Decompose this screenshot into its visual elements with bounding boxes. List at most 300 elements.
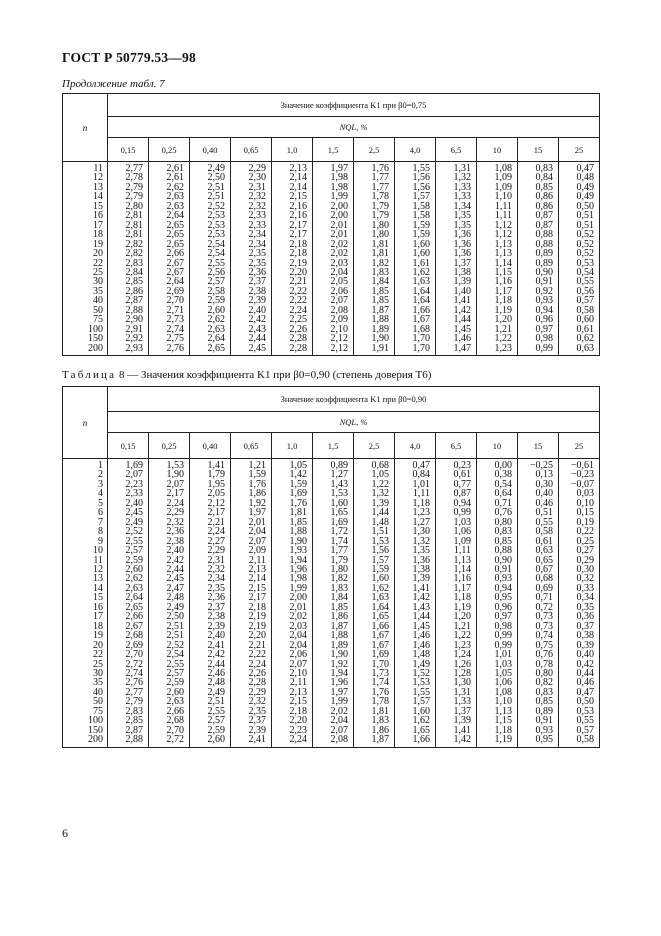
k1-value-cell: 1,90	[272, 537, 313, 546]
n-cell: 14	[63, 192, 108, 201]
k1-value-cell: 0,93	[518, 726, 559, 735]
k1-value-cell: 2,14	[272, 173, 313, 182]
k1-value-cell: 1,86	[231, 489, 272, 498]
table7-nql-values-row	[63, 138, 600, 162]
k1-value-cell: 2,28	[231, 678, 272, 687]
k1-value-cell: 1,43	[313, 480, 354, 489]
k1-value-cell: 0,74	[518, 631, 559, 640]
k1-value-cell: 1,11	[477, 202, 518, 211]
k1-value-cell: 1,08	[477, 162, 518, 174]
k1-value-cell: 1,80	[354, 221, 395, 230]
k1-value-cell: 2,68	[108, 631, 149, 640]
k1-value-cell: 0,98	[518, 334, 559, 343]
k1-value-cell: 1,60	[395, 249, 436, 258]
k1-value-cell: 2,66	[149, 249, 190, 258]
n-cell: 30	[63, 277, 108, 286]
table-row	[63, 735, 600, 747]
nql-column-header: 0,15	[108, 433, 149, 459]
table7-continuation-caption: Продолжение табл. 7	[62, 78, 165, 90]
k1-value-cell: 0,96	[518, 315, 559, 324]
k1-value-cell: 1,38	[436, 268, 477, 277]
k1-value-cell: 0,46	[518, 499, 559, 508]
k1-value-cell: 0,95	[477, 593, 518, 602]
k1-value-cell: 2,44	[190, 660, 231, 669]
k1-value-cell: 2,01	[272, 603, 313, 612]
k1-value-cell: 2,21	[272, 277, 313, 286]
k1-value-cell: 2,19	[231, 612, 272, 621]
table8-coefficient-title: Значение коэффициента K1 при β0=0,90	[108, 387, 600, 412]
k1-value-cell: 0,47	[559, 688, 600, 697]
k1-value-cell: 0,57	[559, 726, 600, 735]
k1-value-cell: 0,85	[518, 183, 559, 192]
k1-value-cell: 2,81	[108, 211, 149, 220]
k1-value-cell: 0,62	[559, 334, 600, 343]
k1-value-cell: 1,44	[436, 315, 477, 324]
k1-value-cell: 2,63	[149, 202, 190, 211]
k1-value-cell: 2,11	[231, 556, 272, 565]
k1-value-cell: 0,91	[518, 716, 559, 725]
k1-value-cell: 1,91	[354, 344, 395, 356]
k1-value-cell: 1,60	[354, 574, 395, 583]
k1-value-cell: 2,17	[272, 221, 313, 230]
k1-value-cell: 0,55	[559, 277, 600, 286]
k1-value-cell: −0,23	[559, 470, 600, 479]
k1-value-cell: 1,85	[354, 287, 395, 296]
k1-value-cell: 0,87	[518, 211, 559, 220]
k1-value-cell: 2,39	[231, 296, 272, 305]
k1-value-cell: 2,19	[231, 622, 272, 631]
k1-value-cell: 2,72	[149, 735, 190, 747]
k1-value-cell: 1,46	[395, 631, 436, 640]
k1-value-cell: 1,05	[477, 669, 518, 678]
k1-value-cell: 2,36	[149, 527, 190, 536]
n-cell: 18	[63, 230, 108, 239]
n-cell: 30	[63, 669, 108, 678]
k1-value-cell: 2,54	[190, 249, 231, 258]
k1-value-cell: 2,70	[149, 296, 190, 305]
k1-value-cell: 1,97	[313, 162, 354, 174]
k1-value-cell: 1,69	[313, 518, 354, 527]
k1-value-cell: 2,51	[190, 192, 231, 201]
k1-value-cell: 2,39	[231, 726, 272, 735]
k1-value-cell: 1,33	[436, 183, 477, 192]
k1-value-cell: 2,82	[108, 240, 149, 249]
n-cell: 35	[63, 678, 108, 687]
k1-value-cell: 2,35	[231, 707, 272, 716]
k1-value-cell: 1,18	[395, 499, 436, 508]
k1-value-cell: 0,68	[354, 459, 395, 471]
k1-value-cell: 0,52	[559, 249, 600, 258]
k1-value-cell: 2,35	[190, 584, 231, 593]
k1-value-cell: 2,64	[149, 277, 190, 286]
n-cell: 19	[63, 631, 108, 640]
k1-value-cell: 1,60	[395, 707, 436, 716]
k1-value-cell: 2,02	[313, 707, 354, 716]
k1-value-cell: 2,75	[149, 334, 190, 343]
k1-value-cell: 2,45	[231, 344, 272, 356]
k1-value-cell: 0,13	[518, 470, 559, 479]
document-code: ГОСТ Р 50779.53—98	[62, 50, 196, 65]
k1-value-cell: 2,61	[149, 162, 190, 174]
k1-value-cell: 2,01	[313, 230, 354, 239]
k1-value-cell: 1,19	[477, 306, 518, 315]
k1-value-cell: 1,06	[477, 678, 518, 687]
k1-value-cell: 2,17	[190, 508, 231, 517]
k1-value-cell: 0,27	[559, 546, 600, 555]
k1-value-cell: 2,51	[149, 631, 190, 640]
k1-value-cell: 1,46	[395, 641, 436, 650]
k1-value-cell: 2,58	[190, 287, 231, 296]
k1-value-cell: 1,39	[354, 499, 395, 508]
k1-value-cell: 1,38	[395, 565, 436, 574]
k1-value-cell: 2,86	[108, 287, 149, 296]
k1-value-cell: 2,36	[231, 268, 272, 277]
k1-value-cell: 1,61	[395, 259, 436, 268]
k1-value-cell: 1,35	[395, 546, 436, 555]
k1-value-cell: 0,61	[518, 537, 559, 546]
k1-value-cell: 1,76	[231, 480, 272, 489]
k1-value-cell: 2,51	[190, 697, 231, 706]
k1-value-cell: 0,71	[518, 593, 559, 602]
k1-value-cell: 2,43	[231, 325, 272, 334]
k1-value-cell: 2,82	[108, 249, 149, 258]
k1-value-cell: 2,07	[313, 726, 354, 735]
k1-value-cell: 2,29	[190, 546, 231, 555]
k1-value-cell: 1,88	[272, 527, 313, 536]
k1-value-cell: 1,26	[436, 660, 477, 669]
k1-value-cell: 1,99	[313, 697, 354, 706]
nql-column-header: 2,5	[354, 138, 395, 162]
k1-value-cell: 0,88	[518, 230, 559, 239]
k1-value-cell: 1,81	[272, 508, 313, 517]
k1-value-cell: 1,77	[354, 183, 395, 192]
k1-value-cell: 0,51	[518, 508, 559, 517]
k1-value-cell: 0,99	[436, 508, 477, 517]
k1-value-cell: 0,93	[518, 296, 559, 305]
k1-value-cell: 2,76	[149, 344, 190, 356]
n-cell: 50	[63, 306, 108, 315]
n-cell: 150	[63, 726, 108, 735]
k1-value-cell: 2,12	[313, 334, 354, 343]
k1-value-cell: 1,86	[354, 726, 395, 735]
k1-value-cell: 1,65	[354, 612, 395, 621]
k1-value-cell: 1,53	[149, 459, 190, 471]
k1-value-cell: 1,19	[436, 603, 477, 612]
k1-value-cell: 0,91	[518, 277, 559, 286]
k1-value-cell: 1,46	[436, 334, 477, 343]
nql-column-header: 2,5	[354, 433, 395, 459]
k1-value-cell: 0,58	[559, 306, 600, 315]
k1-value-cell: 1,57	[354, 556, 395, 565]
k1-value-cell: 0,40	[559, 650, 600, 659]
k1-value-cell: 2,10	[313, 325, 354, 334]
k1-value-cell: 2,00	[272, 593, 313, 602]
k1-value-cell: 2,06	[313, 287, 354, 296]
k1-value-cell: 1,69	[354, 650, 395, 659]
nql-column-header: 0,65	[231, 138, 272, 162]
k1-value-cell: 2,04	[313, 268, 354, 277]
n-cell: 200	[63, 344, 108, 356]
k1-value-cell: 1,96	[272, 565, 313, 574]
k1-value-cell: 1,05	[272, 459, 313, 471]
nql-column-header: 1,0	[272, 433, 313, 459]
k1-value-cell: 2,30	[231, 173, 272, 182]
k1-value-cell: 0,92	[518, 287, 559, 296]
k1-value-cell: 1,94	[272, 556, 313, 565]
k1-value-cell: 0,72	[518, 603, 559, 612]
k1-value-cell: 1,93	[272, 546, 313, 555]
k1-value-cell: 1,68	[395, 325, 436, 334]
k1-value-cell: 0,64	[477, 489, 518, 498]
k1-value-cell: 1,33	[436, 192, 477, 201]
k1-value-cell: 2,22	[272, 287, 313, 296]
k1-value-cell: 2,80	[108, 202, 149, 211]
k1-value-cell: 1,15	[477, 716, 518, 725]
k1-value-cell: 2,14	[231, 574, 272, 583]
k1-value-cell: 1,53	[313, 489, 354, 498]
k1-value-cell: 0,25	[559, 537, 600, 546]
n-cell: 25	[63, 660, 108, 669]
k1-value-cell: 2,37	[190, 603, 231, 612]
k1-value-cell: 0,89	[518, 707, 559, 716]
k1-value-cell: 1,01	[395, 480, 436, 489]
k1-value-cell: 1,24	[436, 650, 477, 659]
k1-value-cell: 2,64	[190, 334, 231, 343]
k1-value-cell: 2,07	[313, 296, 354, 305]
k1-value-cell: 2,16	[272, 211, 313, 220]
k1-value-cell: 0,97	[477, 612, 518, 621]
k1-value-cell: 1,39	[436, 277, 477, 286]
k1-value-cell: 1,22	[436, 631, 477, 640]
k1-value-cell: 2,36	[190, 593, 231, 602]
k1-value-cell: 2,34	[231, 240, 272, 249]
nql-column-header: 0,40	[190, 433, 231, 459]
k1-value-cell: 1,87	[354, 735, 395, 747]
k1-value-cell: 1,18	[436, 593, 477, 602]
k1-value-cell: 2,15	[231, 584, 272, 593]
k1-value-cell: 2,61	[149, 173, 190, 182]
k1-value-cell: 2,32	[231, 697, 272, 706]
k1-value-cell: 2,47	[149, 584, 190, 593]
k1-value-cell: 2,33	[108, 489, 149, 498]
n-cell: 22	[63, 650, 108, 659]
k1-value-cell: 2,12	[313, 344, 354, 356]
n-column-header: n	[63, 387, 108, 459]
k1-value-cell: 1,56	[395, 183, 436, 192]
k1-value-cell: 1,66	[395, 306, 436, 315]
k1-value-cell: 1,59	[354, 565, 395, 574]
k1-value-cell: 2,10	[272, 669, 313, 678]
k1-value-cell: 0,29	[559, 556, 600, 565]
k1-value-cell: 0,35	[559, 603, 600, 612]
k1-value-cell: 1,92	[231, 499, 272, 508]
k1-value-cell: 2,19	[272, 259, 313, 268]
k1-value-cell: 2,31	[190, 556, 231, 565]
k1-value-cell: 0,84	[395, 470, 436, 479]
k1-value-cell: 1,92	[313, 660, 354, 669]
k1-value-cell: 2,09	[231, 546, 272, 555]
k1-value-cell: 2,03	[313, 259, 354, 268]
k1-value-cell: 1,48	[395, 650, 436, 659]
k1-value-cell: 2,07	[149, 480, 190, 489]
k1-value-cell: 0,22	[559, 527, 600, 536]
k1-value-cell: 2,62	[149, 183, 190, 192]
nql-column-header: 0,25	[149, 433, 190, 459]
k1-value-cell: 1,06	[436, 527, 477, 536]
k1-value-cell: 1,19	[477, 735, 518, 747]
n-cell: 1	[63, 459, 108, 471]
k1-value-cell: 2,85	[108, 716, 149, 725]
k1-value-cell: 0,48	[559, 173, 600, 182]
k1-value-cell: 2,24	[190, 527, 231, 536]
k1-value-cell: 1,76	[272, 499, 313, 508]
k1-value-cell: 2,38	[149, 537, 190, 546]
k1-value-cell: 1,03	[477, 660, 518, 669]
k1-value-cell: 0,87	[518, 221, 559, 230]
k1-value-cell: 1,22	[477, 334, 518, 343]
table8-nql-values-row	[63, 433, 600, 459]
k1-value-cell: 2,84	[108, 268, 149, 277]
k1-value-cell: 0,54	[477, 480, 518, 489]
k1-value-cell: 1,09	[436, 537, 477, 546]
k1-value-cell: 0,65	[518, 556, 559, 565]
k1-value-cell: 0,63	[559, 344, 600, 356]
k1-value-cell: 2,00	[313, 202, 354, 211]
k1-value-cell: 1,45	[395, 622, 436, 631]
k1-value-cell: 2,69	[149, 287, 190, 296]
k1-value-cell: 1,55	[395, 688, 436, 697]
k1-value-cell: 1,56	[395, 173, 436, 182]
k1-value-cell: 2,54	[149, 650, 190, 659]
k1-value-cell: 1,51	[354, 527, 395, 536]
k1-value-cell: 1,94	[313, 669, 354, 678]
k1-value-cell: 2,49	[149, 603, 190, 612]
k1-value-cell: 1,32	[436, 173, 477, 182]
n-cell: 11	[63, 556, 108, 565]
k1-value-cell: 2,25	[272, 315, 313, 324]
k1-value-cell: 2,05	[190, 489, 231, 498]
k1-value-cell: 0,67	[518, 565, 559, 574]
k1-value-cell: 2,45	[149, 574, 190, 583]
k1-value-cell: 2,60	[149, 688, 190, 697]
k1-value-cell: 1,90	[149, 470, 190, 479]
k1-value-cell: 2,93	[108, 344, 149, 356]
k1-value-cell: 1,98	[272, 574, 313, 583]
k1-value-cell: 2,55	[149, 660, 190, 669]
k1-value-cell: 2,65	[149, 221, 190, 230]
k1-value-cell: 1,69	[108, 459, 149, 471]
n-cell: 4	[63, 489, 108, 498]
k1-value-cell: 2,28	[272, 334, 313, 343]
k1-value-cell: 1,72	[313, 527, 354, 536]
k1-value-cell: 2,90	[108, 315, 149, 324]
k1-value-cell: 2,66	[108, 612, 149, 621]
k1-value-cell: 1,84	[313, 593, 354, 602]
table7-nql-header: NQL, %	[108, 117, 600, 138]
k1-value-cell: 1,70	[395, 334, 436, 343]
k1-value-cell: 1,56	[354, 546, 395, 555]
k1-value-cell: 1,36	[395, 556, 436, 565]
k1-value-cell: 2,57	[190, 277, 231, 286]
k1-value-cell: 2,23	[272, 726, 313, 735]
k1-value-cell: 1,82	[313, 574, 354, 583]
k1-value-cell: 1,59	[231, 470, 272, 479]
n-cell: 5	[63, 499, 108, 508]
k1-value-cell: 1,89	[354, 325, 395, 334]
k1-value-cell: 1,62	[395, 716, 436, 725]
k1-value-cell: 2,70	[149, 726, 190, 735]
k1-value-cell: 2,59	[108, 556, 149, 565]
k1-value-cell: 1,77	[313, 546, 354, 555]
k1-value-cell: 1,87	[313, 622, 354, 631]
k1-value-cell: 0,89	[518, 259, 559, 268]
k1-value-cell: 0,49	[559, 183, 600, 192]
k1-value-cell: 2,74	[149, 325, 190, 334]
k1-value-cell: 2,59	[190, 726, 231, 735]
k1-value-cell: 1,09	[477, 183, 518, 192]
k1-value-cell: 0,32	[559, 574, 600, 583]
k1-value-cell: 0,94	[477, 584, 518, 593]
k1-value-cell: 0,42	[559, 660, 600, 669]
k1-value-cell: 0,37	[559, 622, 600, 631]
nql-column-header: 25	[559, 138, 600, 162]
k1-value-cell: 2,72	[108, 660, 149, 669]
k1-value-cell: 0,95	[518, 735, 559, 747]
k1-value-cell: 1,63	[354, 593, 395, 602]
k1-value-cell: 2,23	[108, 480, 149, 489]
k1-value-cell: 1,30	[436, 678, 477, 687]
table8-caption-text: 8 — Значения коэффициента K1 при β0=0,90 (степень доверия Т6)	[118, 369, 432, 381]
k1-value-cell: 0,83	[518, 162, 559, 174]
k1-value-cell: 2,01	[231, 518, 272, 527]
n-cell: 75	[63, 315, 108, 324]
nql-column-header: 15	[518, 138, 559, 162]
k1-value-cell: 1,42	[436, 735, 477, 747]
k1-value-cell: 2,05	[313, 277, 354, 286]
k1-value-cell: 2,17	[149, 489, 190, 498]
k1-value-cell: 0,84	[518, 173, 559, 182]
k1-value-cell: 2,07	[108, 470, 149, 479]
k1-value-cell: 1,85	[313, 603, 354, 612]
k1-value-cell: 1,21	[477, 325, 518, 334]
page-number: 6	[62, 826, 68, 840]
k1-value-cell: 2,14	[272, 183, 313, 192]
k1-value-cell: 2,55	[190, 259, 231, 268]
k1-value-cell: 1,36	[436, 230, 477, 239]
k1-value-cell: 0,54	[559, 268, 600, 277]
k1-value-cell: 0,34	[559, 593, 600, 602]
k1-value-cell: 2,88	[108, 306, 149, 315]
n-cell: 20	[63, 249, 108, 258]
k1-value-cell: 0,68	[518, 574, 559, 583]
table-row	[63, 344, 600, 356]
k1-value-cell: 2,88	[108, 735, 149, 747]
k1-value-cell: 1,48	[354, 518, 395, 527]
k1-value-cell: 2,32	[231, 202, 272, 211]
k1-value-cell: 1,67	[395, 315, 436, 324]
n-cell: 16	[63, 211, 108, 220]
k1-value-cell: 2,53	[190, 211, 231, 220]
k1-value-cell: 2,08	[313, 306, 354, 315]
k1-value-cell: 2,01	[313, 221, 354, 230]
k1-value-cell: 1,62	[354, 584, 395, 593]
n-cell: 6	[63, 508, 108, 517]
k1-value-cell: 1,44	[354, 508, 395, 517]
k1-value-cell: 2,83	[108, 707, 149, 716]
k1-value-cell: 0,85	[518, 697, 559, 706]
k1-value-cell: 0,76	[477, 508, 518, 517]
k1-value-cell: 1,53	[354, 537, 395, 546]
